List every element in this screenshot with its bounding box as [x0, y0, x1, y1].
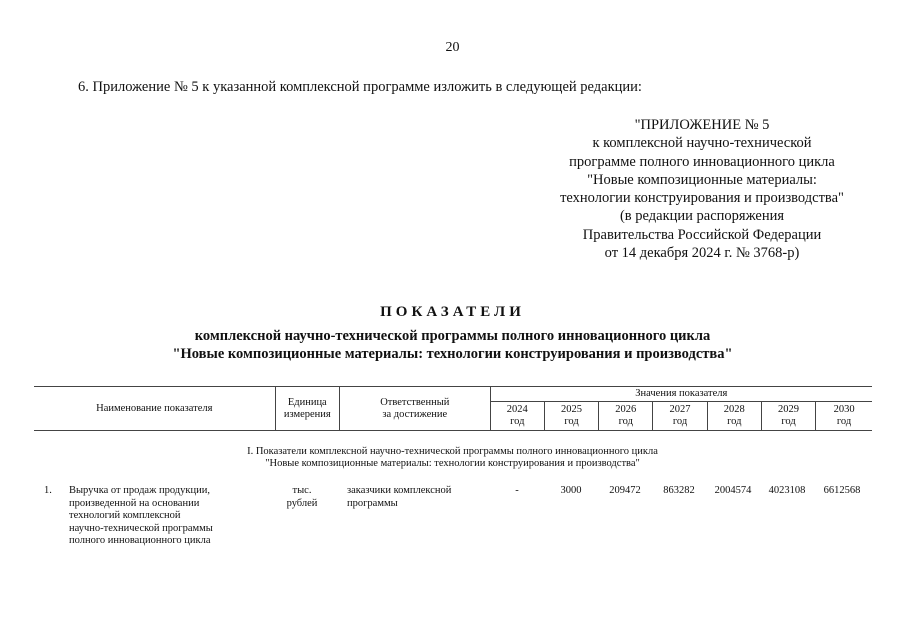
- section-line: I. Показатели комплексной научно-технической программы полного инновационного цикла: [247, 446, 658, 457]
- section-heading: [0, 446, 905, 470]
- header-year-2025: 2025 год: [544, 402, 598, 431]
- header-responsible-line: за достижение: [382, 408, 448, 420]
- intro-paragraph: 6. Приложение № 5 к указанной комплексной программе изложить в следующей редакции:: [78, 79, 642, 95]
- appendix-line: программе полного инновационного цикла: [569, 153, 835, 170]
- row-indicator-name: Выручка от продаж продукции, произведенной на основании технологий комплексной научно-технической программы полного инновационного цикла: [69, 485, 213, 546]
- header-year-2028: 2028 год: [707, 402, 761, 431]
- page-number: 20: [445, 40, 460, 55]
- appendix-line: к комплексной научно-технической: [592, 135, 812, 152]
- header-values-caption: Значения показателя: [490, 387, 872, 402]
- row-value-2026: 209472: [609, 485, 641, 496]
- header-name: Наименование показателя: [34, 387, 275, 431]
- row-number: 1.: [44, 485, 52, 496]
- header-responsible: [339, 387, 490, 431]
- appendix-line: Правительства Российской Федерации: [582, 226, 822, 243]
- appendix-block: [528, 116, 876, 262]
- row-value-2028: 2004574: [714, 485, 752, 496]
- row-value-2029: 4023108: [768, 485, 806, 496]
- section-line: "Новые композиционные материалы: технологии конструирования и производства": [265, 458, 640, 469]
- document-title: ПОКАЗАТЕЛИ: [380, 304, 525, 320]
- indicators-table: [34, 386, 872, 431]
- appendix-line: "Новые композиционные материалы:: [587, 171, 817, 188]
- header-unit-line: Единица: [287, 396, 327, 408]
- row-value-2025: 3000: [560, 485, 582, 496]
- header-year-2030: 2030 год: [816, 402, 872, 431]
- row-value-2027: 863282: [663, 485, 695, 496]
- appendix-line: от 14 декабря 2024 г. № 3768-р): [604, 245, 800, 262]
- header-year-2024: 2024 год: [490, 402, 544, 431]
- header-unit-line: измерения: [283, 408, 331, 420]
- subtitle-line: комплексной научно-технической программы полного инновационного цикла: [194, 328, 711, 344]
- row-responsible: заказчики комплексной программы: [347, 485, 452, 509]
- subtitle-line: "Новые композиционные материалы: технологии конструирования и производства": [172, 346, 733, 362]
- header-year-2026: 2026 год: [599, 402, 653, 431]
- appendix-line: "ПРИЛОЖЕНИЕ № 5: [634, 117, 770, 133]
- row-unit: тыс. рублей: [286, 485, 318, 509]
- row-value-2024: -: [515, 485, 519, 496]
- header-year-2027: 2027 год: [653, 402, 707, 431]
- header-unit: [275, 387, 339, 431]
- document-subtitle: [0, 327, 905, 363]
- header-responsible-line: Ответственный: [380, 396, 450, 408]
- header-year-2029: 2029 год: [761, 402, 815, 431]
- appendix-line: технологии конструирования и производства": [560, 190, 844, 207]
- appendix-line: (в редакции распоряжения: [619, 208, 785, 225]
- row-value-2030: 6612568: [823, 485, 861, 496]
